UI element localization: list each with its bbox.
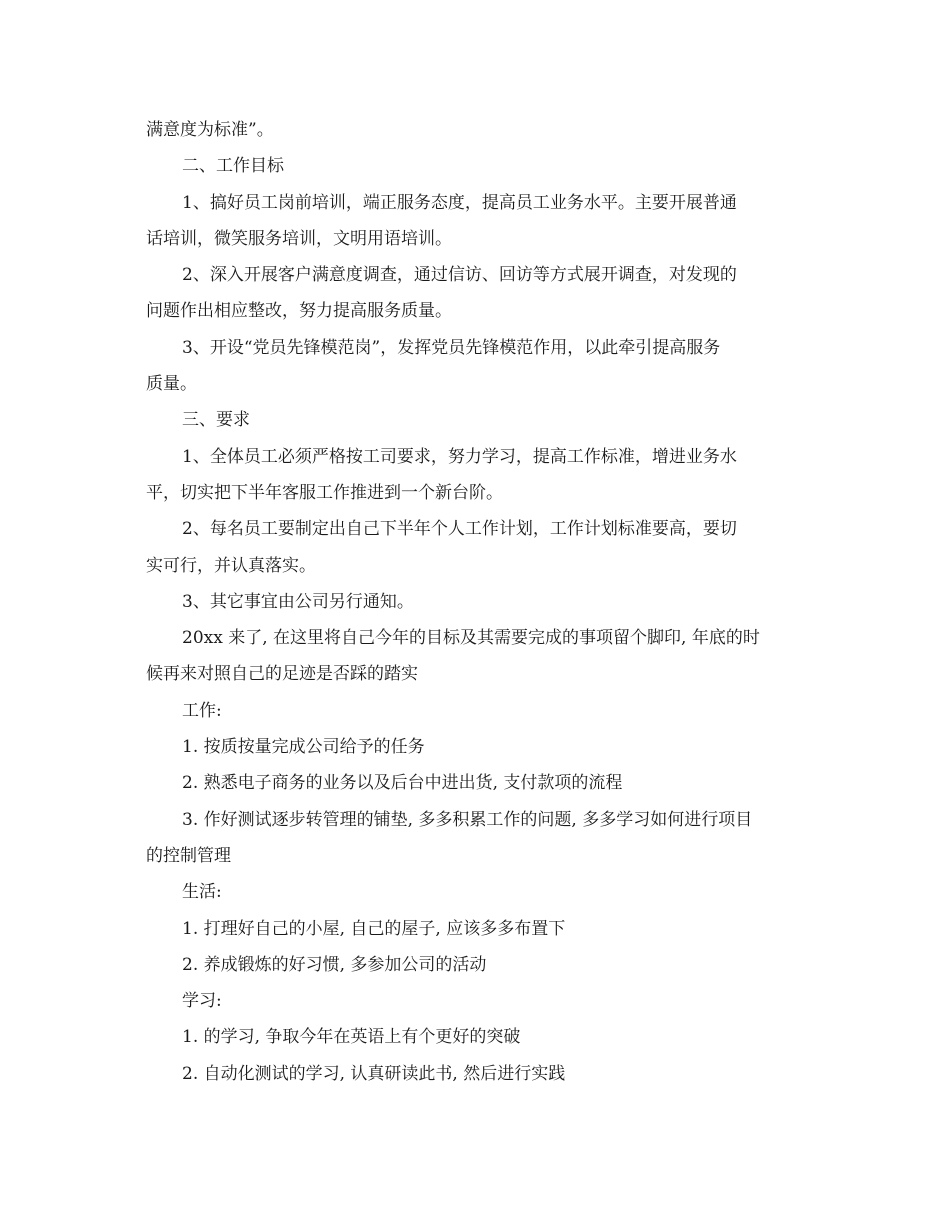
list-item: 1. 的学习, 争取今年在英语上有个更好的突破 [182, 1027, 521, 1048]
text-line: 1、全体员工必须严格按工司要求，努力学习，提高工作标准，增进业务水 [182, 446, 737, 467]
text-line: 20xx 来了, 在这里将自己今年的目标及其需要完成的事项留个脚印, 年底的时 [182, 628, 760, 649]
text-line: 2、深入开展客户满意度调查，通过信访、回访等方式展开调查，对发现的 [182, 265, 737, 286]
list-item: 2. 自动化测试的学习, 认真研读此书, 然后进行实践 [182, 1063, 566, 1084]
text-line: 问题作出相应整改，努力提高服务质量。 [146, 301, 452, 322]
list-item: 2. 熟悉电子商务的业务以及后台中进出货, 支付款项的流程 [182, 773, 623, 794]
text-line: 实可行，并认真落实。 [146, 555, 316, 576]
text-line: 2、每名员工要制定出自己下半年个人工作计划，工作计划标准要高，要切 [182, 519, 737, 540]
text-line: 1、搞好员工岗前培训，端正服务态度，提高员工业务水平。主要开展普通 [182, 192, 737, 213]
text-line: 质量。 [146, 374, 197, 395]
text-line: 话培训，微笑服务培训，文明用语培训。 [146, 228, 452, 249]
text-line: 3、其它事宜由公司另行通知。 [182, 591, 414, 612]
section-heading: 工作: [182, 700, 222, 721]
document-body [146, 112, 806, 1092]
text-line: 3、开设“党员先锋模范岗”，发挥党员先锋模范作用，以此牵引提高服务 [182, 337, 721, 358]
text-line: 候再来对照自己的足迹是否踩的踏实 [146, 664, 418, 685]
text-line: 平，切实把下半年客服工作推进到一个新台阶。 [146, 482, 503, 503]
section-heading: 三、要求 [182, 410, 250, 431]
list-item: 2. 养成锻炼的好习惯, 多参加公司的活动 [182, 954, 487, 975]
list-item: 1. 打理好自己的小屋, 自己的屋子, 应该多多布置下 [182, 918, 566, 939]
text-line: 满意度为标准”。 [146, 120, 274, 140]
section-heading: 学习: [182, 991, 222, 1012]
list-item: 3. 作好测试逐步转管理的铺垫, 多多积累工作的问题, 多多学习如何进行项目 [182, 809, 753, 830]
list-item: 1. 按质按量完成公司给予的任务 [182, 737, 425, 758]
text-line: 的控制管理 [146, 845, 231, 866]
section-heading: 二、工作目标 [182, 156, 284, 177]
section-heading: 生活: [182, 882, 222, 903]
